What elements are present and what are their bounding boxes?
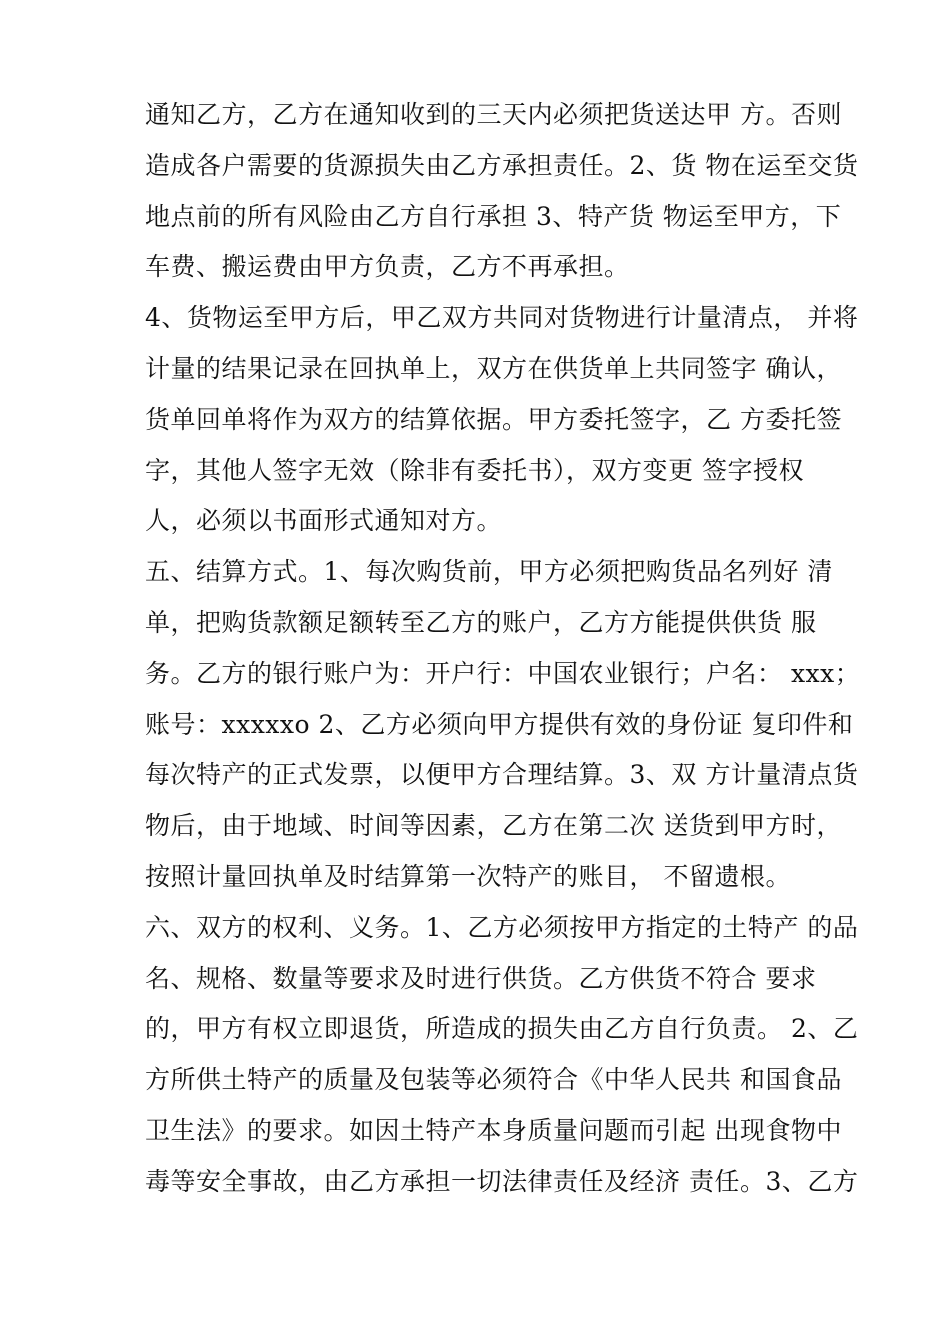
text-line: 车费、搬运费由甲方负责，乙方不再承担。 xyxy=(145,252,630,282)
text-line: 务。乙方的银行账户为：开户行：中国农业银行；户名： xxx； xyxy=(145,658,861,688)
text-line: 账号：xxxxxo 2、乙方必须向甲方提供有效的身份证 复印件和 xyxy=(145,709,854,739)
text-line: 的，甲方有权立即退货，所造成的损失由乙方自行负责。 2、乙 xyxy=(145,1014,859,1044)
text-line: 地点前的所有风险由乙方自行承担 3、特产货 物运至甲方，下 xyxy=(145,201,842,231)
text-line: 造成各户需要的货源损失由乙方承担责任。2、货 物在运至交货 xyxy=(145,150,859,180)
text-line: 货单回单将作为双方的结算依据。甲方委托签字，乙 方委托签 xyxy=(145,404,842,434)
text-line: 五、结算方式。1、每次购货前，甲方必须把购货品名列好 清 xyxy=(145,557,833,587)
text-line: 每次特产的正式发票，以便甲方合理结算。3、双 方计量清点货 xyxy=(145,760,859,790)
text-line: 字，其他人签字无效（除非有委托书），双方变更 签字授权 xyxy=(145,455,804,485)
text-line: 人，必须以书面形式通知对方。 xyxy=(145,506,503,536)
text-line: 物后，由于地域、时间等因素，乙方在第二次 送货到甲方时， xyxy=(145,811,842,841)
contract-body-text xyxy=(145,90,865,1208)
text-line: 单，把购货款额足额转至乙方的账户，乙方方能提供供货 服 xyxy=(145,607,817,637)
text-line: 六、双方的权利、义务。1、乙方必须按甲方指定的土特产 的品 xyxy=(145,912,859,942)
text-line: 方所供土特产的质量及包装等必须符合《中华人民共 和国食品 xyxy=(145,1065,842,1095)
text-line: 通知乙方，乙方在通知收到的三天内必须把货送达甲 方。否则 xyxy=(145,100,842,129)
text-line: 毒等安全事故，由乙方承担一切法律责任及经济 责任。3、乙方 xyxy=(145,1166,859,1196)
text-line: 按照计量回执单及时结算第一次特产的账目， 不留遗根。 xyxy=(145,861,791,891)
text-line: 4、货物运至甲方后，甲乙双方共同对货物进行计量清点， 并将 xyxy=(145,303,859,333)
text-line: 卫生法》的要求。如因土特产本身质量问题而引起 出现食物中 xyxy=(145,1115,842,1145)
text-line: 名、规格、数量等要求及时进行供货。乙方供货不符合 要求 xyxy=(145,963,817,993)
text-line: 计量的结果记录在回执单上，双方在供货单上共同签字 确认， xyxy=(145,353,842,383)
